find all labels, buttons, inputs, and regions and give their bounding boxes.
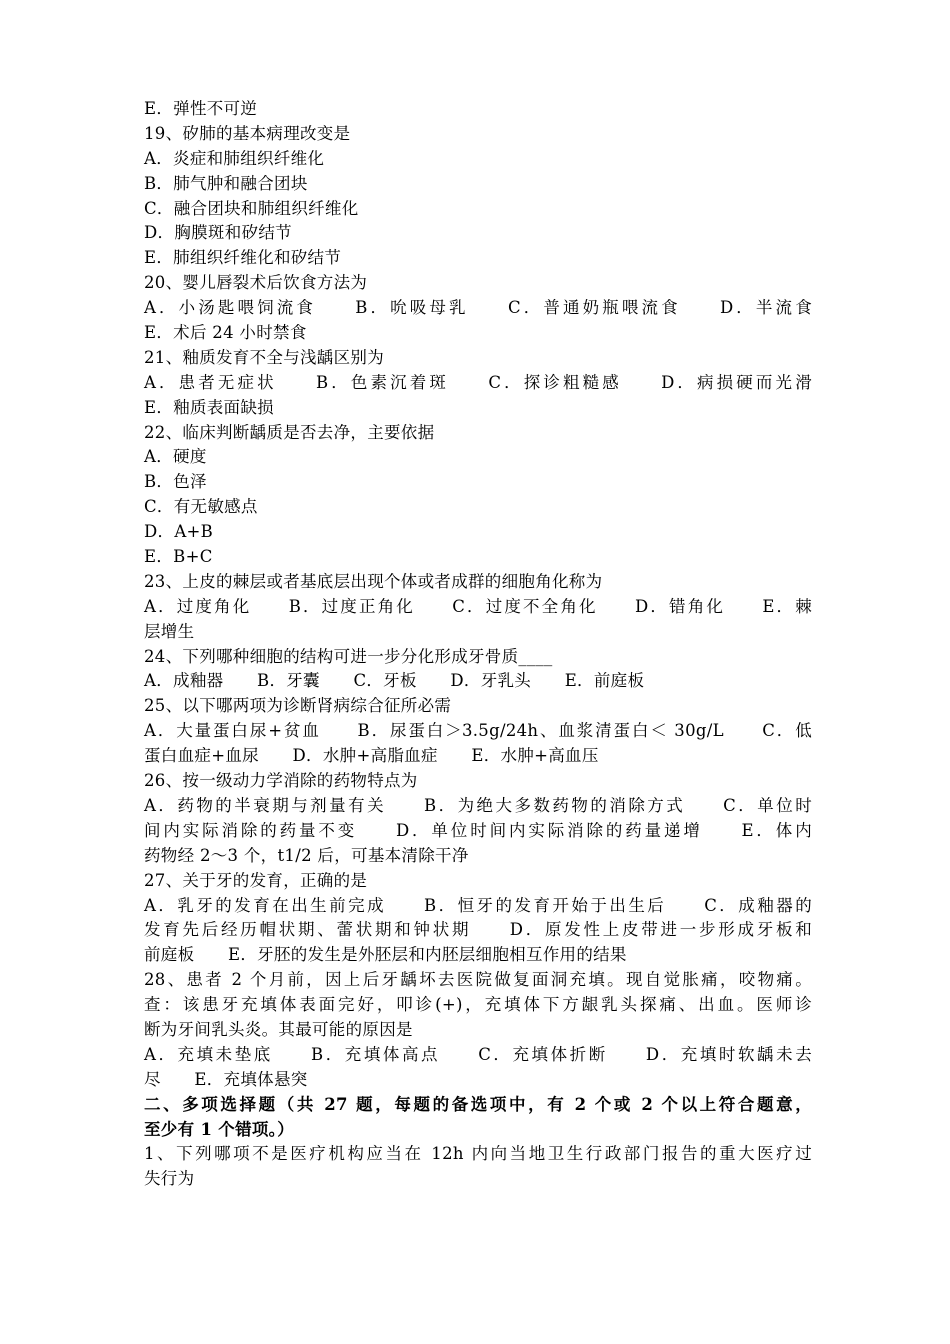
text-line: 前庭板 E．牙胚的发生是外胚层和内胚层细胞相互作用的结果 — [144, 945, 627, 965]
text-line: 19、矽肺的基本病理改变是 — [144, 123, 351, 143]
text-line: C．融合团块和肺组织纤维化 — [144, 198, 359, 218]
text-line: E．肺组织纤维化和矽结节 — [144, 248, 342, 268]
text-line: 层增生 — [144, 621, 195, 641]
text-line: 断为牙间乳头炎。其最可能的原因是 — [144, 1019, 413, 1039]
text-line: 23、上皮的棘层或者基底层出现个体或者成群的细胞角化称为 — [144, 571, 603, 591]
text-line: A．炎症和肺组织纤维化 — [144, 148, 325, 168]
text-line: E．B+C — [144, 547, 213, 567]
text-line: E．弹性不可逆 — [144, 99, 258, 118]
text-line: 蛋白血症+血尿 D．水肿+高脂血症 E．水肿+高血压 — [144, 746, 599, 766]
text-line: 22、临床判断龋质是否去净，主要依据 — [144, 422, 435, 442]
text-line: 24、下列哪种细胞的结构可进一步分化形成牙骨质____ — [144, 646, 553, 666]
text-line: B．色泽 — [144, 472, 207, 492]
text-line: E．术后 24 小时禁食 — [144, 323, 307, 343]
text-line: 26、按一级动力学消除的药物特点为 — [144, 771, 418, 791]
text-line: A．充填未垫底 B．充填体高点 C．充填体折断 D．充填时软龋未去 — [144, 1044, 812, 1064]
text-line: D．A+B — [144, 522, 214, 542]
text-line: A．过度角化 B．过度正角化 C．过度不全角化 D．错角化 E．棘 — [144, 596, 812, 616]
text-line: A．硬度 — [144, 447, 207, 467]
text-line: A．大量蛋白尿+贫血 B．尿蛋白＞3.5g/24h、血浆清蛋白＜ 30g/L C．低 — [144, 721, 812, 741]
text-line: 发育先后经历帽状期、蕾状期和钟状期 D．原发性上皮带进一步形成牙板和 — [144, 920, 812, 940]
text-line: 20、婴儿唇裂术后饮食方法为 — [144, 273, 368, 293]
text-line: 25、以下哪两项为诊断肾病综合征所必需 — [144, 696, 452, 716]
text-line: E．釉质表面缺损 — [144, 397, 274, 417]
document-page — [144, 97, 812, 1192]
text-line: A．小汤匙喂饲流食 B．吮吸母乳 C．普通奶瓶喂流食 D．半流食 — [144, 298, 812, 318]
text-line: 失行为 — [144, 1169, 195, 1189]
text-line: A．成釉器 B．牙囊 C．牙板 D．牙乳头 E．前庭板 — [144, 671, 645, 691]
text-line: D．胸膜斑和矽结节 — [144, 223, 292, 243]
text-line: 间内实际消除的药量不变 D．单位时间内实际消除的药量递增 E．体内 — [144, 820, 812, 840]
text-line: 二、多项选择题（共 27 题，每题的备选项中，有 2 个或 2 个以上符合题意， — [144, 1094, 812, 1114]
text-line: 27、关于牙的发育，正确的是 — [144, 870, 368, 890]
text-line: 21、釉质发育不全与浅龋区别为 — [144, 347, 384, 367]
text-line: 至少有 1 个错项。） — [144, 1119, 295, 1139]
text-line: A．乳牙的发育在出生前完成 B．恒牙的发育开始于出生后 C．成釉器的 — [144, 895, 812, 915]
text-line: 查：该患牙充填体表面完好，叩诊(+)，充填体下方龈乳头探痛、出血。医师诊 — [144, 995, 812, 1015]
text-line: A．患者无症状 B．色素沉着斑 C．探诊粗糙感 D．病损硬而光滑 — [144, 372, 812, 392]
text-line: A．药物的半衰期与剂量有关 B．为绝大多数药物的消除方式 C．单位时 — [144, 795, 812, 815]
text-line: 药物经 2～3 个，t1/2 后，可基本清除干净 — [144, 845, 469, 865]
text-line: 28、患者 2 个月前，因上后牙龋坏去医院做复面洞充填。现自觉胀痛，咬物痛。 — [144, 970, 812, 990]
text-line: 1、下列哪项不是医疗机构应当在 12h 内向当地卫生行政部门报告的重大医疗过 — [144, 1144, 812, 1164]
text-line: C．有无敏感点 — [144, 497, 258, 517]
text-line: B．肺气肿和融合团块 — [144, 173, 308, 193]
text-line: 尽 E．充填体悬突 — [144, 1069, 308, 1089]
